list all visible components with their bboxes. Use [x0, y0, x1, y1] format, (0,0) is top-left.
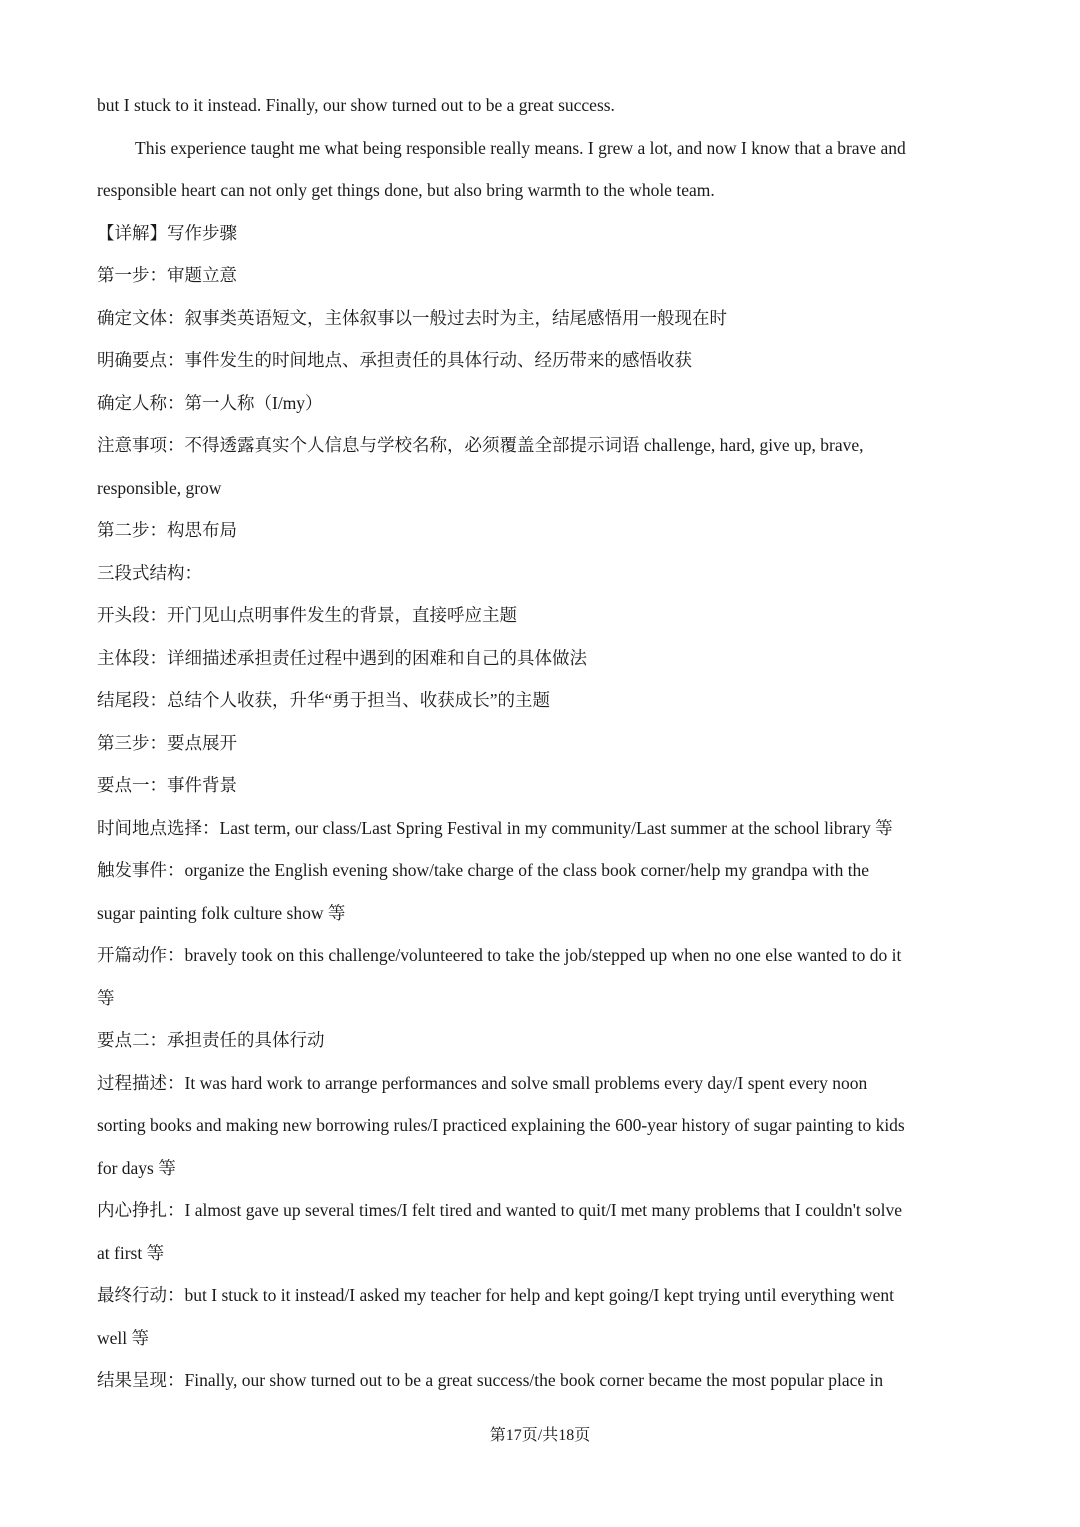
step-heading: 第一步：审题立意 — [97, 265, 237, 285]
text-line: sorting books and making new borrowing rules/I practiced explaining the 600-year history of sugar painting to kids — [97, 1115, 905, 1135]
text-line: for days 等 — [97, 1157, 176, 1178]
text-line: 最终行动：but I stuck to it instead/I asked my teacher for help and kept going/I kept trying until everything went — [97, 1285, 895, 1305]
point-heading: 要点一：事件背景 — [97, 775, 237, 795]
text-line: well 等 — [97, 1327, 150, 1348]
text-line: 确定文体：叙事类英语短文，主体叙事以一般过去时为主，结尾感悟用一般现在时 — [97, 307, 727, 328]
text-line: sugar painting folk culture show 等 — [97, 902, 346, 923]
text-line: 开头段：开门见山点明事件发生的背景，直接呼应主题 — [97, 605, 517, 625]
text-line: 结尾段：总结个人收获，升华“勇于担当、收获成长”的主题 — [97, 690, 551, 710]
text-line: 三段式结构： — [97, 562, 202, 583]
text-line: 内心挣扎：I almost gave up several times/I felt tired and wanted to quit/I met many problems that I couldn't solve — [97, 1200, 903, 1220]
text-line: at first 等 — [97, 1242, 165, 1263]
text-line: 时间地点选择：Last term, our class/Last Spring Festival in my community/Last summer at the school library 等 — [97, 817, 893, 838]
section-heading: 【详解】写作步骤 — [97, 222, 237, 243]
text-line: 结果呈现：Finally, our show turned out to be a great success/the book corner became the most popular place in — [97, 1370, 884, 1390]
text-line: This experience taught me what being responsible really means. I grew a lot, and now I know that a brave and — [135, 137, 906, 158]
point-heading: 要点二：承担责任的具体行动 — [97, 1030, 325, 1050]
text-line: 等 — [97, 987, 115, 1008]
text-line: 过程描述：It was hard work to arrange performances and solve small problems every day/I spent every noon — [97, 1072, 868, 1093]
step-heading: 第二步：构思布局 — [97, 520, 237, 540]
step-heading: 第三步：要点展开 — [97, 732, 237, 753]
text-line: 注意事项：不得透露真实个人信息与学校名称，必须覆盖全部提示词语 challenge, hard, give up, brave, — [97, 435, 864, 455]
text-line: but I stuck to it instead. Finally, our show turned out to be a great success. — [97, 95, 615, 115]
text-line: 确定人称：第一人称（I/my） — [97, 392, 323, 413]
document-body — [97, 84, 982, 1402]
text-line: responsible heart can not only get things done, but also bring warmth to the whole team. — [97, 180, 715, 200]
text-line: 主体段：详细描述承担责任过程中遇到的困难和自己的具体做法 — [97, 647, 587, 668]
text-line: 开篇动作：bravely took on this challenge/volunteered to take the job/stepped up when no one else wanted to do it — [97, 945, 902, 965]
text-line: 触发事件：organize the English evening show/take charge of the class book corner/help my grandpa with the — [97, 860, 870, 880]
page-number-footer: 第17页/共18页 — [489, 1427, 591, 1444]
text-line: 明确要点：事件发生的时间地点、承担责任的具体行动、经历带来的感悟收获 — [97, 350, 692, 370]
text-line: responsible, grow — [97, 477, 222, 498]
